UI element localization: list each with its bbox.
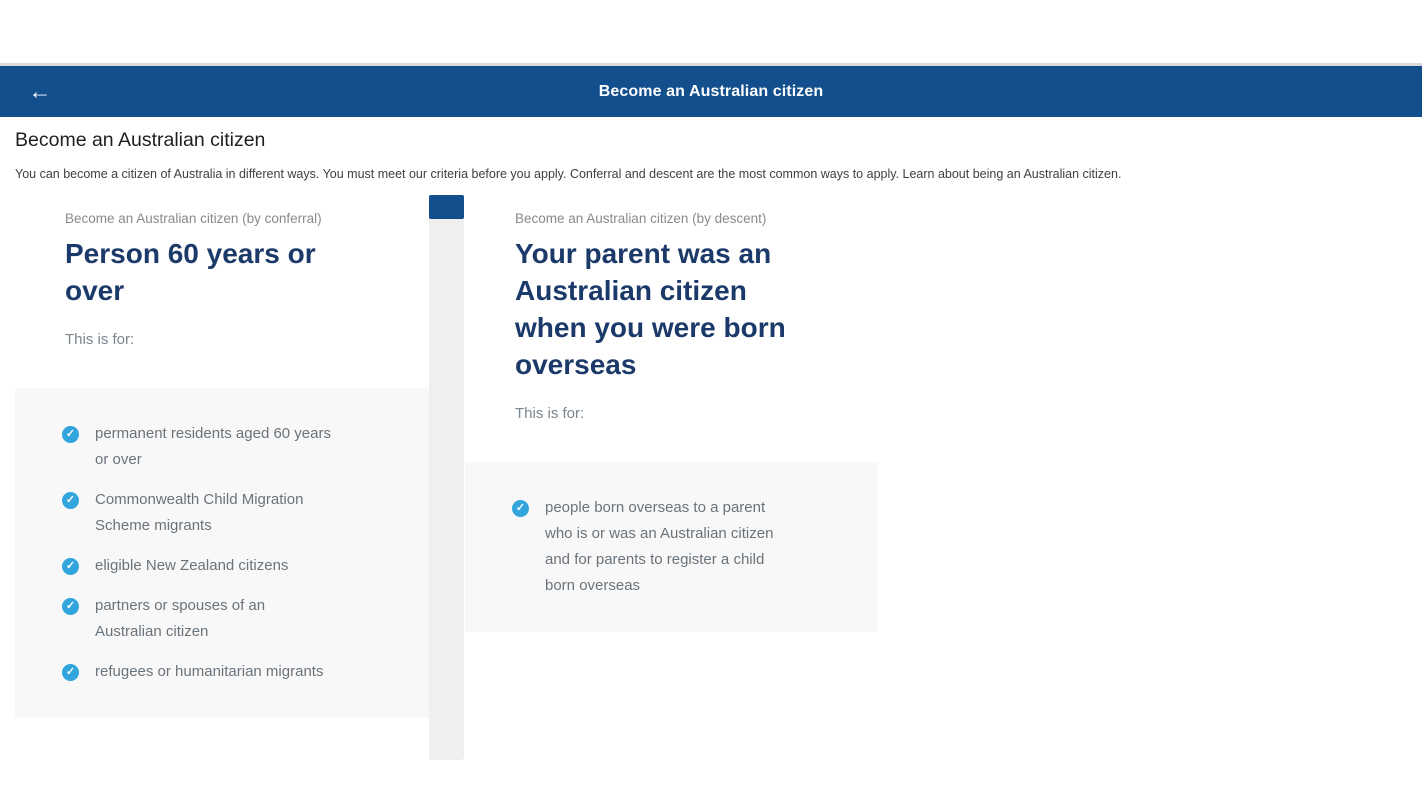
card-heading: Your parent was an Australian citizen when you were born overseas — [515, 238, 786, 380]
page-title: Become an Australian citizen — [15, 129, 266, 151]
list-item-text: people born overseas to a parent who is or was an Australian citizen and for parents to register a child born overseas — [545, 499, 774, 594]
check-circle-icon: ✓ — [62, 664, 79, 681]
list-item-text: Commonwealth Child Migration Scheme migrants — [95, 491, 304, 534]
eligibility-list-panel — [15, 388, 429, 718]
card-eyebrow: Become an Australian citizen (by conferral) — [65, 211, 322, 226]
arrow-left-icon: ← — [28, 78, 52, 104]
app-bar-title: Become an Australian citizen — [598, 82, 824, 100]
check-circle-icon: ✓ — [62, 598, 79, 615]
card-intro: This is for: — [515, 405, 585, 422]
check-circle-icon: ✓ — [62, 492, 79, 509]
check-circle-icon: ✓ — [62, 558, 79, 575]
list-item — [62, 593, 399, 645]
back-button[interactable] — [18, 66, 62, 117]
card-intro: This is for: — [65, 331, 135, 348]
list-item — [62, 553, 399, 579]
list-item — [62, 421, 399, 473]
list-item-text: partners or spouses of an Australian citizen — [95, 597, 266, 640]
eligibility-list-panel — [465, 462, 878, 632]
card-eyebrow: Become an Australian citizen (by descent) — [515, 211, 767, 226]
card-descent[interactable] — [465, 195, 878, 632]
scrollbar-thumb[interactable] — [429, 195, 464, 219]
list-item — [512, 495, 848, 599]
list-item-text: refugees or humanitarian migrants — [95, 663, 324, 680]
check-circle-icon: ✓ — [512, 500, 529, 517]
page-description: You can become a citizen of Australia in different ways. You must meet our criteria before you apply. Conferral and descent are the most common ways to apply. Learn about being an Australian citizen. — [15, 167, 1122, 181]
scrollbar-track[interactable] — [429, 195, 464, 760]
list-item-text: permanent residents aged 60 years or over — [95, 425, 331, 468]
card-heading: Person 60 years or over — [65, 238, 316, 306]
list-item — [62, 659, 399, 685]
card-conferral[interactable] — [15, 195, 429, 718]
app-bar — [0, 66, 1422, 117]
list-item-text: eligible New Zealand citizens — [95, 557, 289, 574]
check-circle-icon: ✓ — [62, 426, 79, 443]
list-item — [62, 487, 399, 539]
